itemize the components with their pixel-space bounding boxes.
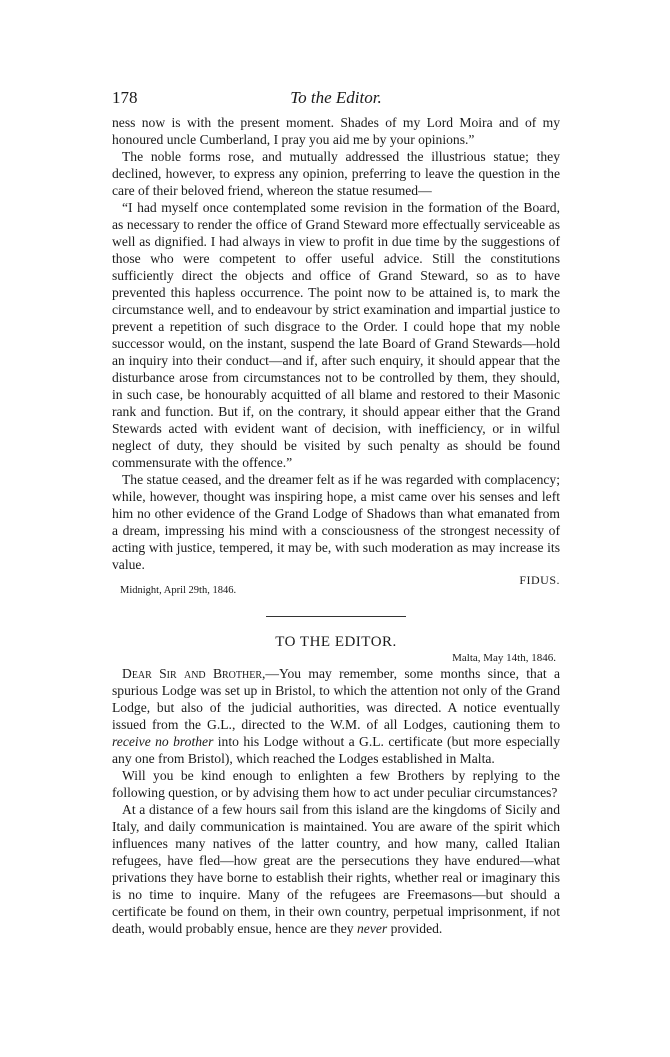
salutation: Dear Sir and Brother, (122, 666, 266, 681)
paragraph-text: At a distance of a few hours sail from this island are the kingdoms of Sicily and Italy, and daily communication is maintained. You are aware of the spirit which influences many natives of the latter country, and how many, called Italian refugees, have fled—how great are the persecutions they have endured—what privations they have borne to establish their rights, whether real or imaginary this is no time to inquire. Many of the refugees are Freemasons—but should a certificate be found on them, in their own country, perpetual imprisonment, if not death, would probably ensue, hence are they (112, 802, 560, 936)
paragraph-text: provided. (387, 921, 443, 936)
paragraph (112, 665, 560, 767)
paragraph: “I had myself once contemplated some revision in the formation of the Board, as necessary to render the office of Grand Steward more effectually serviceable as well as dignified. I had always in view to profit in due time by the suggestions of those who were competent to offer useful advice. Still the constitutions sufficiently direct the objects and office of Grand Steward, so as to have prevented this hapless occurrence. The point now to be attained is, to mark the circumstance well, and to endeavour by strict examination and impartial justice to prevent a repetition of such disgrace to the Order. I could hope that my noble successor would, on the instant, suspend the late Board of Grand Stewards—hold an inquiry into their conduct—and if, after such enquiry, it should appear that the disturbance arose from circumstances not to be controlled by them, they should, in such case, be honourably acquitted of all blame and restored to their Masonic rank and function. But if, on the contrary, it should appear either that the Grand Stewards acted with evident want of decision, with inefficiency, or in wilful neglect of duty, they should be visited by such penalty as should be found commensurate with the offence.” (112, 200, 560, 470)
page-header (112, 88, 560, 114)
page-number: 178 (112, 88, 138, 107)
letter-date: Midnight, April 29th, 1846. (120, 585, 237, 596)
dateline: Malta, May 14th, 1846. (452, 652, 556, 664)
emphasis-text: receive no brother (112, 734, 214, 749)
running-head: To the Editor. (290, 88, 382, 107)
paragraph (112, 801, 560, 937)
paragraph: The noble forms rose, and mutually addressed the illustrious statue; they declined, however, to express any opinion, preferring to leave the question in the care of their beloved friend, whereon the statue resumed— (112, 149, 560, 198)
book-page (112, 88, 560, 937)
emphasis-text: never (356, 921, 388, 936)
second-letter (112, 665, 560, 937)
paragraph-text: into his Lodge without a G.L. certificate (but more especially any one from Bristol), which reached the Lodges established in Malta. (112, 734, 561, 766)
paragraph-text: —You may remember, some months since, that a spurious Lodge was set up in Bristol, to which the attention not only of the Grand Lodge, but also of the judicial authorities, was directed. A notice eventually issued from the G.L., directed to the W.M. of all Lodges, cautioning them to (112, 666, 561, 732)
section-title: TO THE EDITOR. (275, 634, 397, 650)
paragraph: Will you be kind enough to enlighten a few Brothers by replying to the following question, or by advising them how to act under peculiar circumstances? (112, 768, 560, 800)
paragraph: The statue ceased, and the dreamer felt as if he was regarded with complacency; while, however, thought was inspiring hope, a mist came over his senses and left him no other evidence of the Grand Lodge of Shadows than what emanated from a dream, impressing his mind with a consciousness of the strongest necessity of acting with justice, tempered, it may be, with such moderation as may increase its value. (112, 472, 560, 572)
section-divider (266, 616, 406, 617)
first-letter (112, 114, 560, 573)
signature: FIDUS. (519, 573, 560, 587)
paragraph: ness now is with the present moment. Shades of my Lord Moira and of my honoured uncle Cumberland, I pray you aid me by your opinions.” (112, 115, 560, 147)
